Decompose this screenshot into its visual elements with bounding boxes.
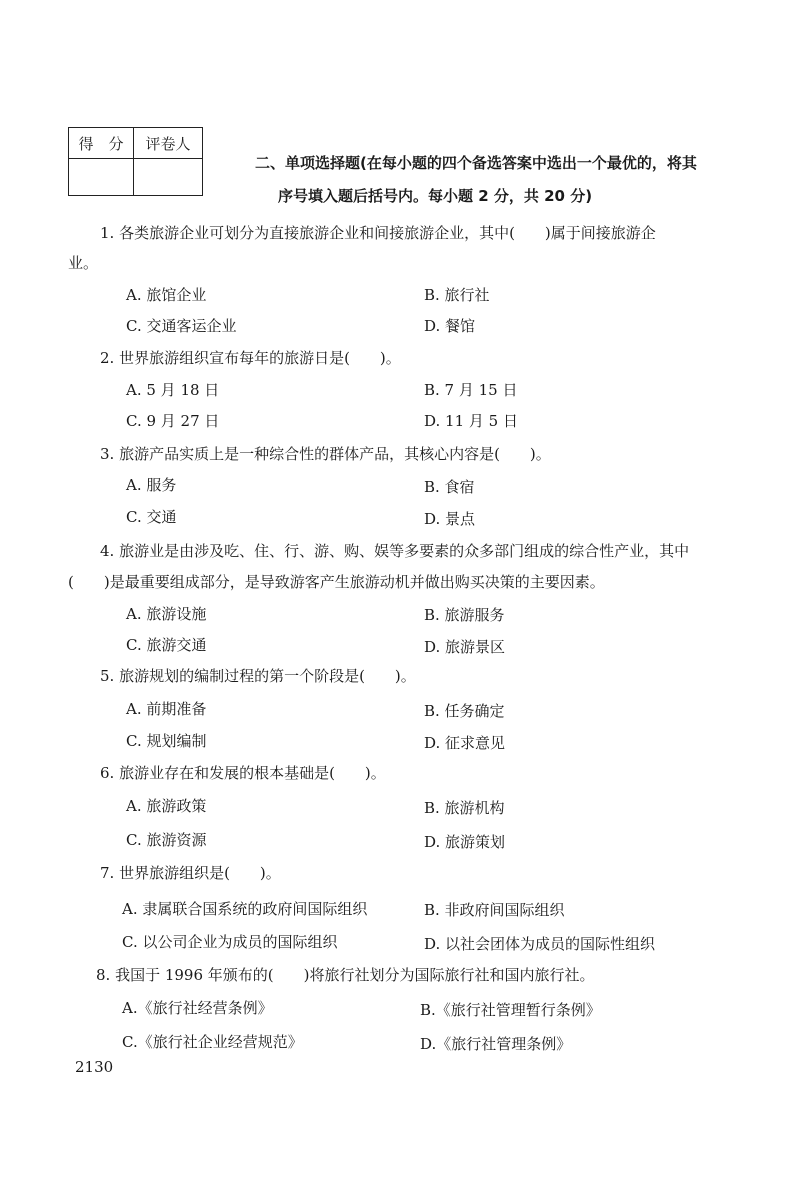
- reviewer-cell: [134, 159, 203, 196]
- question-3-option-c: C. 交通: [126, 508, 177, 526]
- question-4-stem-cont: ( )是最重要组成部分，是导致游客产生旅游动机并做出购买决策的主要因素。: [68, 573, 605, 591]
- page-number: 2130: [75, 1058, 114, 1076]
- section-title-line2: 序号填入题后括号内。每小题 2 分，共 20 分): [278, 187, 593, 205]
- question-1-stem-cont: 业。: [68, 254, 99, 272]
- question-6-option-d: D. 旅游策划: [424, 833, 506, 851]
- question-2-option-c: C. 9 月 27 日: [126, 412, 220, 430]
- question-6-option-c: C. 旅游资源: [126, 831, 207, 849]
- question-6-option-a: A. 旅游政策: [126, 797, 207, 815]
- question-2-option-a: A. 5 月 18 日: [126, 381, 220, 399]
- score-cell: [69, 159, 134, 196]
- question-2-option-d: D. 11 月 5 日: [424, 412, 518, 430]
- question-4-option-b: B. 旅游服务: [424, 606, 505, 624]
- question-3-stem: 3. 旅游产品实质上是一种综合性的群体产品，其核心内容是( )。: [100, 445, 551, 463]
- question-1-option-b: B. 旅行社: [424, 286, 490, 304]
- question-3-option-a: A. 服务: [126, 476, 177, 494]
- question-7-option-c: C. 以公司企业为成员的国际组织: [122, 933, 338, 951]
- question-7-option-a: A. 隶属联合国系统的政府间国际组织: [122, 900, 368, 918]
- score-box: [68, 127, 203, 196]
- question-8-stem: 8. 我国于 1996 年颁布的( )将旅行社划分为国际旅行社和国内旅行社。: [96, 966, 595, 984]
- question-1-option-a: A. 旅馆企业: [126, 286, 207, 304]
- question-5-stem: 5. 旅游规划的编制过程的第一个阶段是( )。: [100, 667, 416, 685]
- question-5-option-d: D. 征求意见: [424, 734, 506, 752]
- question-5-option-c: C. 规划编制: [126, 732, 207, 750]
- question-3-option-b: B. 食宿: [424, 478, 475, 496]
- section-title-line1: 二、单项选择题(在每小题的四个备选答案中选出一个最优的，将其: [255, 154, 697, 172]
- question-8-option-c: C.《旅行社企业经营规范》: [122, 1033, 303, 1051]
- question-8-option-d: D.《旅行社管理条例》: [420, 1035, 572, 1053]
- question-1-option-d: D. 餐馆: [424, 317, 476, 335]
- question-8-option-b: B.《旅行社管理暂行条例》: [420, 1001, 601, 1019]
- question-5-option-b: B. 任务确定: [424, 702, 505, 720]
- question-7-stem: 7. 世界旅游组织是( )。: [100, 864, 281, 882]
- question-7-option-d: D. 以社会团体为成员的国际性组织: [424, 935, 656, 953]
- question-4-stem: 4. 旅游业是由涉及吃、住、行、游、购、娱等多要素的众多部门组成的综合性产业，其中: [100, 542, 690, 560]
- question-4-option-c: C. 旅游交通: [126, 636, 207, 654]
- question-3-option-d: D. 景点: [424, 510, 476, 528]
- question-1-option-c: C. 交通客运企业: [126, 317, 237, 335]
- reviewer-label: 评卷人: [134, 128, 203, 159]
- question-1-stem: 1. 各类旅游企业可划分为直接旅游企业和间接旅游企业，其中( )属于间接旅游企: [100, 224, 656, 242]
- question-6-option-b: B. 旅游机构: [424, 799, 505, 817]
- question-4-option-d: D. 旅游景区: [424, 638, 506, 656]
- question-2-stem: 2. 世界旅游组织宣布每年的旅游日是( )。: [100, 349, 401, 367]
- question-7-option-b: B. 非政府间国际组织: [424, 901, 565, 919]
- question-8-option-a: A.《旅行社经营条例》: [122, 999, 273, 1017]
- question-6-stem: 6. 旅游业存在和发展的根本基础是( )。: [100, 764, 386, 782]
- score-label: 得 分: [69, 128, 134, 159]
- question-4-option-a: A. 旅游设施: [126, 605, 207, 623]
- question-2-option-b: B. 7 月 15 日: [424, 381, 518, 399]
- question-5-option-a: A. 前期准备: [126, 700, 207, 718]
